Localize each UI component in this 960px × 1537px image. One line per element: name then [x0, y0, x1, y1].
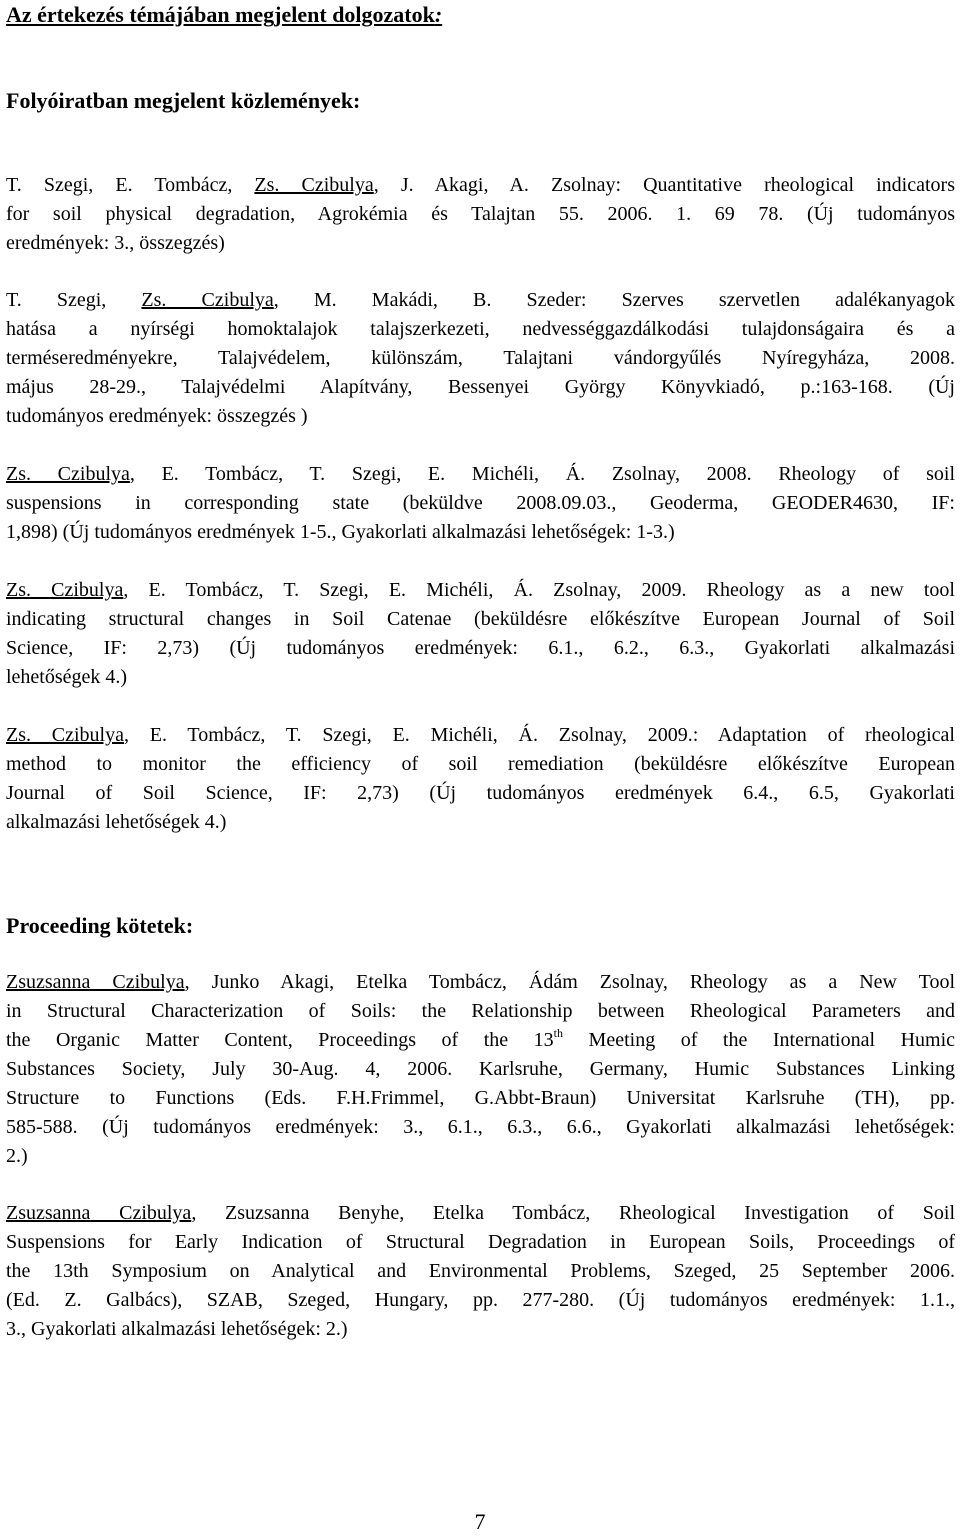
entry-line: tudományos eredmények: összegzés ) [6, 405, 308, 427]
author-underlined: Zs. Czibulya [6, 463, 130, 485]
journals-heading: Folyóiratban megjelent közlemények: [6, 88, 361, 113]
entry-line: 585-588. (Új tudományos eredmények: 3., 6.1., 6.3., 6.6., Gyakorlati alkalmazási lehetőségek: [6, 1116, 955, 1138]
author-underlined: Zsuzsanna Czibulya [6, 1202, 192, 1224]
entry-line: Zsuzsanna Czibulya, Zsuzsanna Benyhe, Etelka Tombácz, Rheological Investigation of Soil [6, 1202, 955, 1224]
entry-line: eredmények: 3., összegzés) [6, 232, 225, 254]
entry-line: the Organic Matter Content, Proceedings of the 13th Meeting of the International Humic [6, 1026, 956, 1051]
journal-entry-3 [6, 460, 955, 547]
page-title [6, 2, 442, 28]
entry-line: 1,898) (Új tudományos eredmények 1-5., Gyakorlati alkalmazási lehetőségek: 1-3.) [6, 521, 675, 543]
entry-line: Zs. Czibulya, E. Tombácz, T. Szegi, E. Michéli, Á. Zsolnay, 2008. Rheology of soil [6, 463, 955, 485]
entry-line: (Ed. Z. Galbács), SZAB, Szeged, Hungary, pp. 277-280. (Új tudományos eredmények: 1.1., [6, 1289, 955, 1311]
entry-line: indicating structural changes in Soil Catenae (beküldésre előkészítve European Journal of Soil [6, 608, 955, 630]
entry-line: T. Szegi, Zs. Czibulya, M. Makádi, B. Szeder: Szerves szervetlen adalékanyagok [6, 289, 956, 311]
entry-line: suspensions in corresponding state (beküldve 2008.09.03., Geoderma, GEODER4630, IF: [6, 492, 955, 514]
entry-line: for soil physical degradation, Agrokémia és Talajtan 55. 2006. 1. 69 78. (Új tudományos [6, 203, 955, 225]
entry-line: Journal of Soil Science, IF: 2,73) (Új tudományos eredmények 6.4., 6.5, Gyakorlati [6, 782, 955, 804]
author-underlined: Zs. Czibulya [254, 174, 374, 196]
entry-line: Zsuzsanna Czibulya, Junko Akagi, Etelka Tombácz, Ádám Zsolnay, Rheology as a New Tool [6, 971, 955, 993]
entry-line: in Structural Characterization of Soils: the Relationship between Rheological Parameters and [6, 1000, 955, 1022]
entry-line: Suspensions for Early Indication of Structural Degradation in European Soils, Proceedings of [6, 1231, 955, 1253]
entry-line: május 28-29., Talajvédelmi Alapítvány, Bessenyei György Könyvkiadó, p.:163-168. (Új [6, 376, 955, 398]
entry-line: alkalmazási lehetőségek 4.) [6, 811, 227, 833]
entry-line: Zs. Czibulya, E. Tombácz, T. Szegi, E. Michéli, Á. Zsolnay, 2009. Rheology as a new tool [6, 579, 955, 601]
author-underlined: Zsuzsanna Czibulya [6, 971, 185, 993]
superscript-th: th [553, 1026, 564, 1040]
proceeding-entry-1 [6, 968, 955, 1171]
entry-line: the 13th Symposium on Analytical and Environmental Problems, Szeged, 25 September 2006. [6, 1260, 955, 1282]
entry-line: terméseredményekre, Talajvédelem, különszám, Talajtani vándorgyűlés Nyíregyháza, 2008. [6, 347, 955, 369]
author-underlined: Zs. Czibulya [6, 579, 124, 601]
entry-line: method to monitor the efficiency of soil remediation (beküldésre előkészítve European [6, 753, 955, 775]
entry-line: 2.) [6, 1145, 28, 1167]
entry-line: hatása a nyírségi homoktalajok talajszerkezeti, nedvességgazdálkodási tulajdonságaira és a [6, 318, 955, 340]
entry-line: 3., Gyakorlati alkalmazási lehetőségek: 2.) [6, 1318, 348, 1340]
journal-entry-5 [6, 721, 955, 837]
author-underlined: Zs. Czibulya [141, 289, 274, 311]
proceeding-entry-2 [6, 1199, 955, 1344]
journal-entry-4 [6, 576, 955, 692]
page-number: 7 [474, 1509, 486, 1534]
entry-line: Substances Society, July 30-Aug. 4, 2006. Karlsruhe, Germany, Humic Substances Linking [6, 1058, 955, 1080]
entry-line: T. Szegi, E. Tombácz, Zs. Czibulya, J. Akagi, A. Zsolnay: Quantitative rheological indicators [6, 174, 955, 196]
proceedings-heading: Proceeding kötetek: [6, 913, 194, 938]
page-title-colon: : [434, 2, 443, 27]
entry-line: Structure to Functions (Eds. F.H.Frimmel, G.Abbt-Braun) Universitat Karlsruhe (TH), pp. [6, 1087, 955, 1109]
author-underlined: Zs. Czibulya [6, 724, 124, 746]
journal-entry-2 [6, 286, 955, 431]
entry-line: lehetőségek 4.) [6, 666, 128, 688]
journal-entry-1 [6, 171, 955, 258]
entry-line: Science, IF: 2,73) (Új tudományos eredmények: 6.1., 6.2., 6.3., Gyakorlati alkalmazási [6, 637, 955, 659]
page-title-text: Az értekezés témájában megjelent dolgozatok [6, 2, 435, 27]
entry-line: Zs. Czibulya, E. Tombácz, T. Szegi, E. Michéli, Á. Zsolnay, 2009.: Adaptation of rheological [6, 724, 955, 746]
